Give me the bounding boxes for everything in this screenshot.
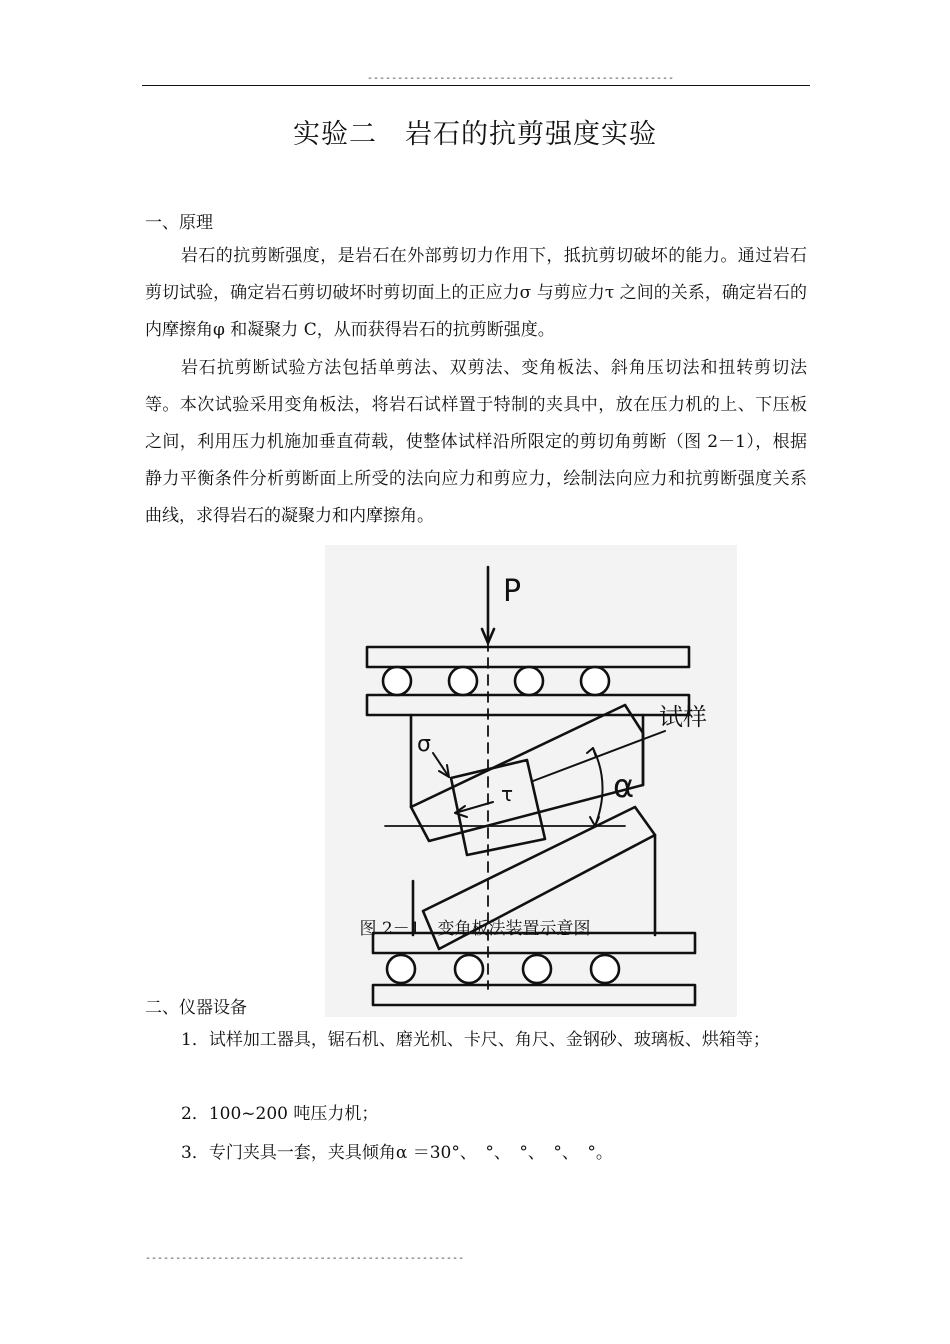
page-title bbox=[0, 112, 950, 151]
header-rule bbox=[142, 85, 810, 86]
figure-caption: 图 2－1 变角板法装置示意图 bbox=[359, 919, 591, 939]
section-heading-principle: 一、原理 bbox=[145, 213, 213, 233]
figure-label-sample: 试样 bbox=[659, 703, 707, 731]
shear-apparatus-figure bbox=[325, 545, 737, 1017]
equipment-item-3: 3．专门夹具一套，夹具倾角α ＝30°、 °、 °、 °、 °。 bbox=[181, 1143, 613, 1163]
section-heading-equipment: 二、仪器设备 bbox=[145, 998, 247, 1018]
equipment-item-2: 2．100~200 吨压力机； bbox=[181, 1104, 379, 1124]
figure-label-sigma: σ bbox=[417, 732, 431, 757]
figure-label-P: P bbox=[503, 574, 522, 609]
title-part2: 岩石的抗剪强度实验 bbox=[405, 119, 657, 150]
equipment-item-1: 1．试样加工器具，锯石机、磨光机、卡尺、角尺、金钢砂、玻璃板、烘箱等； bbox=[181, 1030, 770, 1050]
title-part1: 实验二 bbox=[293, 119, 377, 150]
principle-paragraph-1: 岩石的抗剪断强度，是岩石在外部剪切力作用下，抵抗剪切破坏的能力。通过岩石剪切试验，确定岩石剪切破坏时剪切面上的正应力σ 与剪应力τ 之间的关系，确定岩石的内摩擦角φ 和凝聚力 C，从而获得岩石的抗剪断强度。 bbox=[145, 246, 807, 340]
figure-label-tau: τ bbox=[501, 782, 514, 806]
footer-dashes: ----------------------------------------------------- bbox=[145, 1253, 465, 1264]
principle-paragraph-2: 岩石抗剪断试验方法包括单剪法、双剪法、变角板法、斜角压切法和扭转剪切法等。本次试验采用变角板法，将岩石试样置于特制的夹具中，放在压力机的上、下压板之间，利用压力机施加垂直荷载，使整体试样沿所限定的剪切角剪断（图 2－1），根据静力平衡条件分析剪断面上所受的法向应力和剪应力，绘制法向应力和抗剪断强度关系曲线，求得岩石的凝聚力和内摩擦角。 bbox=[145, 358, 807, 526]
header-dashes: --------------------------------------------------- bbox=[367, 73, 675, 84]
figure-label-alpha: α bbox=[613, 767, 635, 805]
